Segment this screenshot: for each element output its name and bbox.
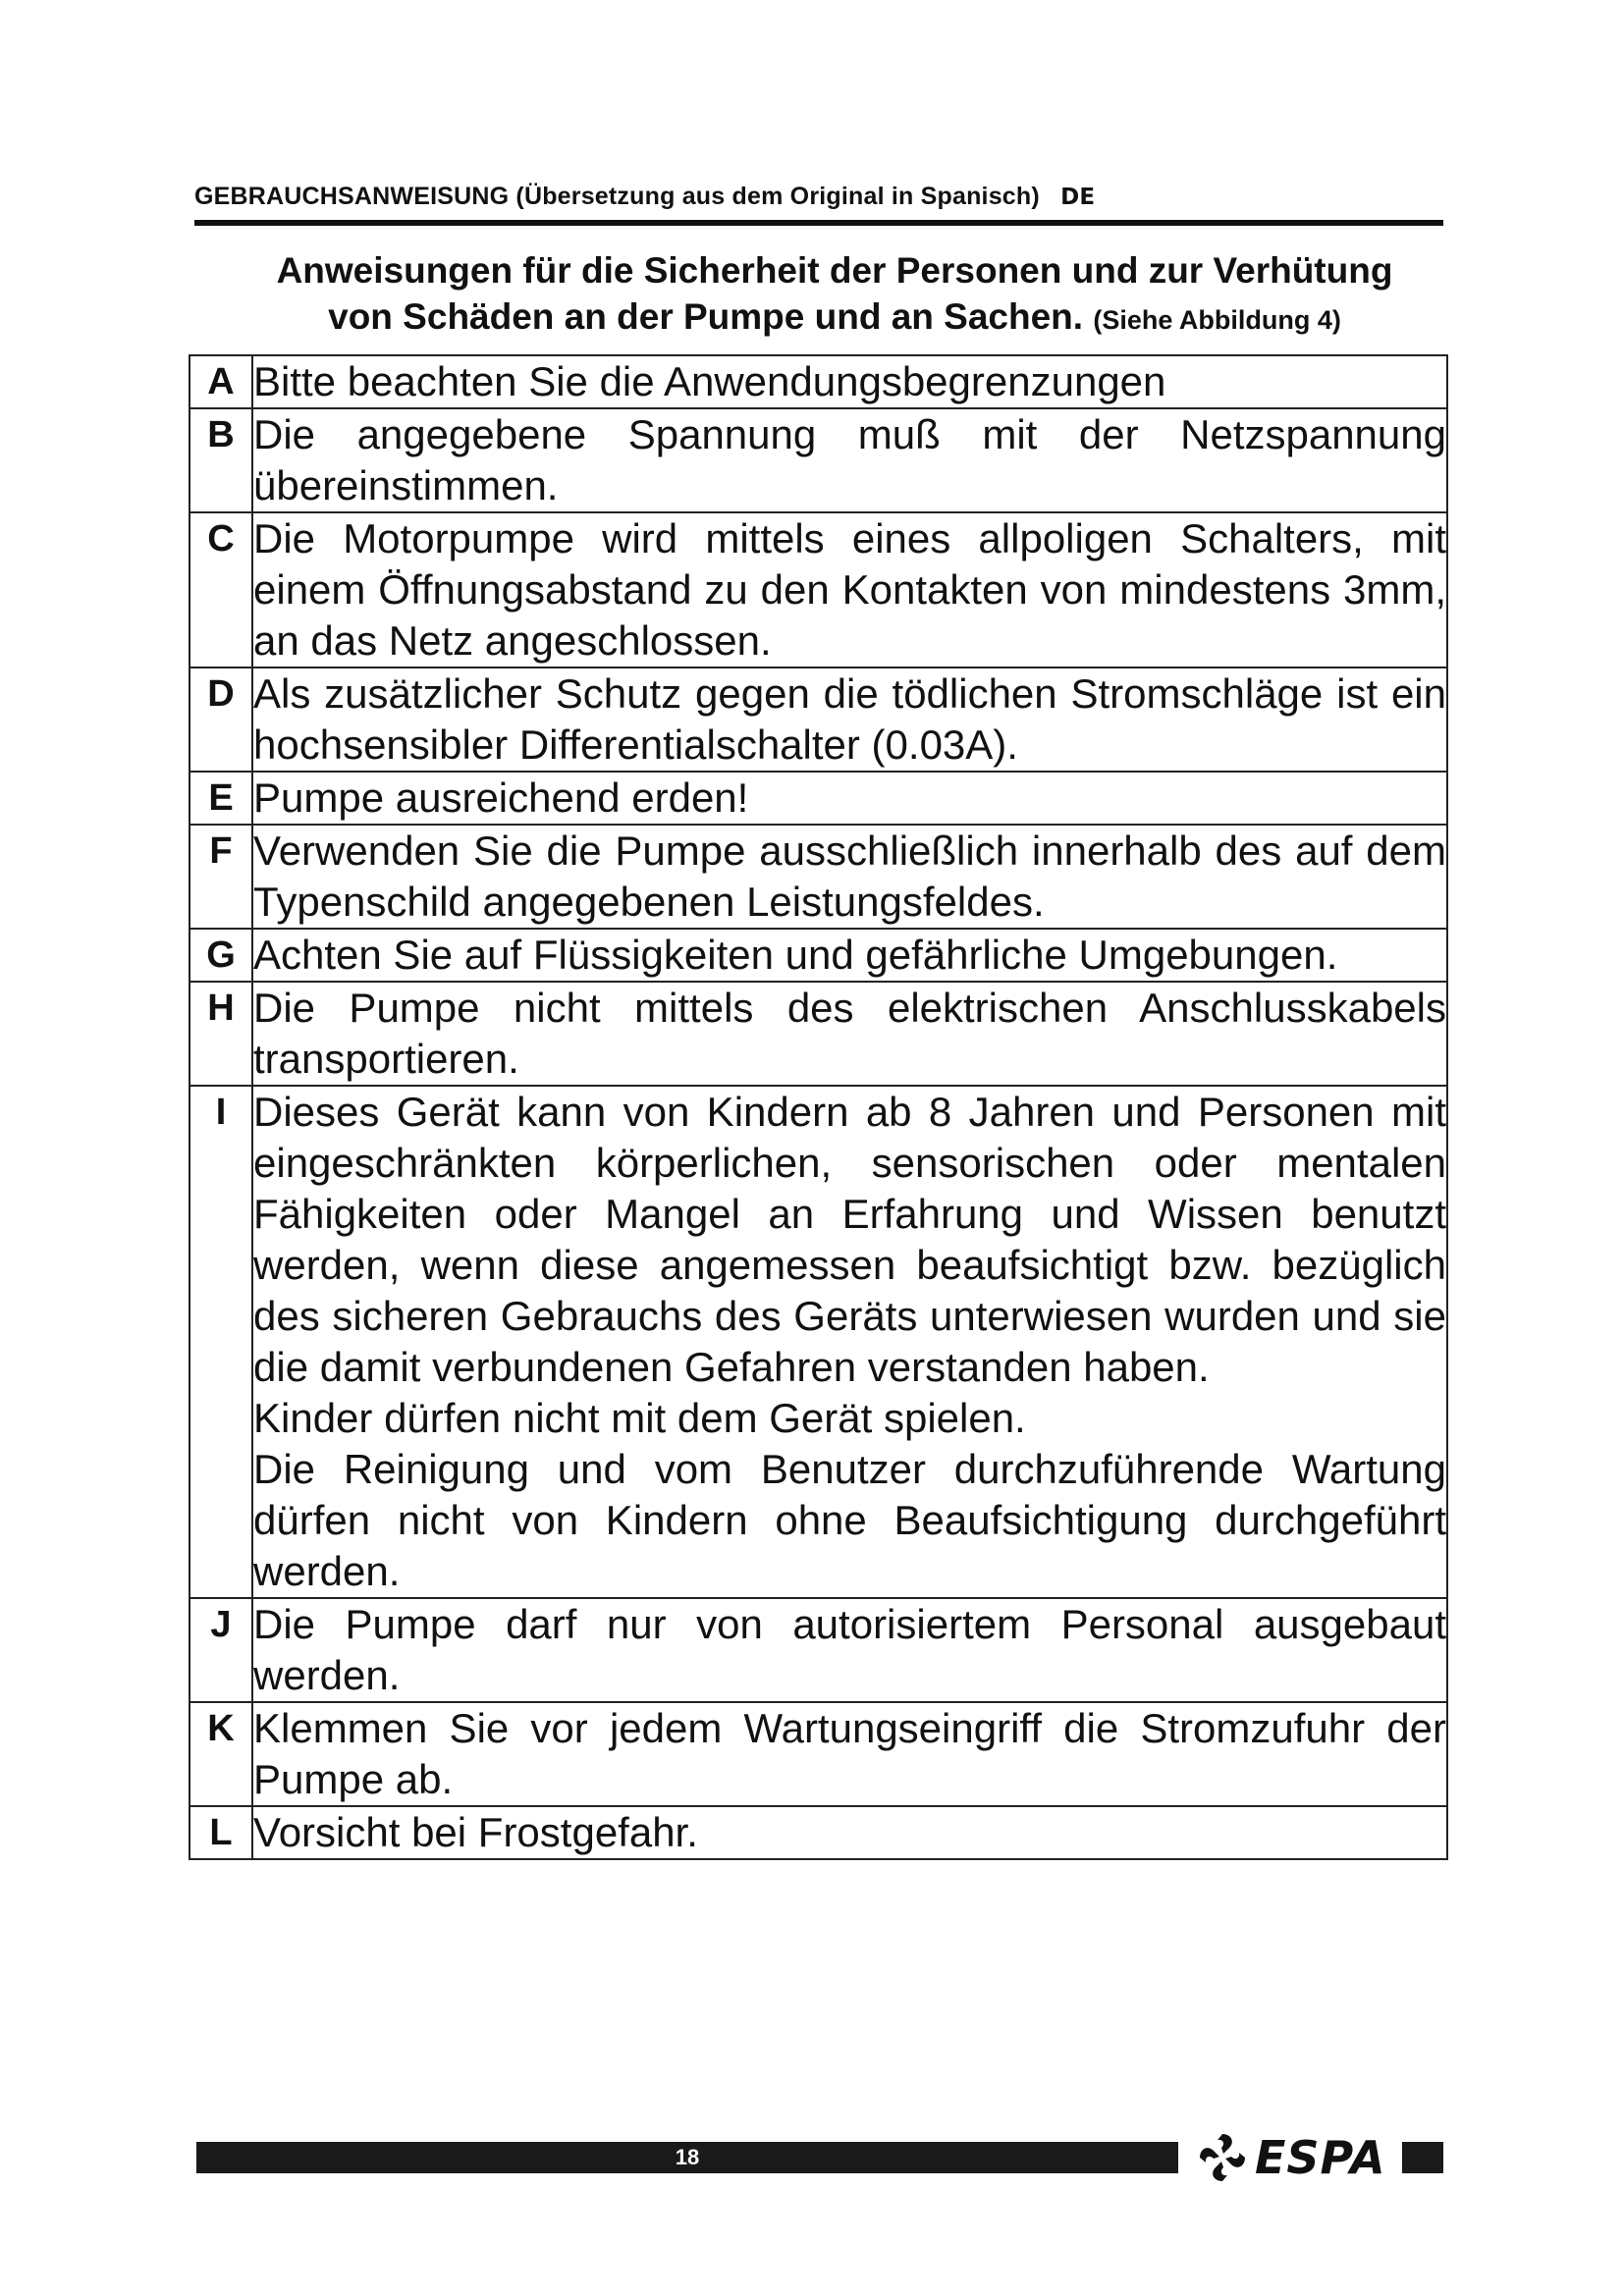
language-code: DE [1060, 185, 1096, 210]
rule-paragraph: Die Pumpe nicht mittels des elektrischen Anschlusskabels transportieren. [253, 985, 1446, 1082]
rule-row [189, 1086, 1447, 1598]
footer-square [1402, 2142, 1443, 2173]
rule-row [189, 1702, 1447, 1806]
section-title-line2: von Schäden an der Pumpe und an Sachen. [328, 296, 1084, 337]
rule-letter: C [189, 512, 252, 667]
rule-paragraph: Achten Sie auf Flüssigkeiten und gefährliche Umgebungen. [253, 932, 1338, 978]
document-header [194, 183, 1443, 211]
espa-logo [1196, 2128, 1386, 2187]
rule-paragraph: Klemmen Sie vor jedem Wartungseingriff die Stromzufuhr der Pumpe ab. [253, 1705, 1446, 1802]
page-number: 18 [675, 2145, 700, 2169]
rule-text [252, 772, 1447, 825]
rule-row [189, 929, 1447, 982]
rule-row [189, 667, 1447, 772]
brand-name: ESPA [1255, 2131, 1386, 2184]
rule-paragraph: Die Pumpe darf nur von autorisiertem Personal ausgebaut werden. [253, 1601, 1446, 1698]
rule-text [252, 825, 1447, 929]
header-rule [194, 220, 1443, 226]
rule-text [252, 982, 1447, 1086]
rule-text [252, 512, 1447, 667]
rule-letter: B [189, 408, 252, 512]
rule-text [252, 408, 1447, 512]
rule-paragraph: Bitte beachten Sie die Anwendungsbegrenzungen [253, 358, 1166, 404]
rule-row [189, 512, 1447, 667]
rule-text [252, 1702, 1447, 1806]
rule-text [252, 667, 1447, 772]
rule-paragraph: Verwenden Sie die Pumpe ausschließlich innerhalb des auf dem Typenschild angegebenen Leistungsfeldes. [253, 828, 1446, 925]
rule-row [189, 982, 1447, 1086]
header-title: GEBRAUCHSANWEISUNG (Übersetzung aus dem Original in Spanisch) [194, 183, 1040, 210]
rule-letter: J [189, 1598, 252, 1702]
safety-rules-table [189, 354, 1448, 1860]
rule-paragraph: Vorsicht bei Frostgefahr. [253, 1809, 698, 1855]
rule-text [252, 1806, 1447, 1859]
rule-paragraph: Pumpe ausreichend erden! [253, 774, 749, 821]
section-title-line1: Anweisungen für die Sicherheit der Personen und zur Verhütung [276, 250, 1393, 291]
figure-reference: (Siehe Abbildung 4) [1093, 305, 1341, 335]
rule-paragraph: Die Motorpumpe wird mittels eines allpoligen Schalters, mit einem Öffnungsabstand zu den Kontakten von mindestens 3mm, an das Netz angeschlossen. [253, 515, 1446, 664]
rule-paragraph: Die angegebene Spannung muß mit der Netzspannung übereinstimmen. [253, 411, 1446, 508]
rule-text [252, 929, 1447, 982]
rule-row [189, 355, 1447, 408]
espa-pump-logo-icon [1196, 2130, 1249, 2185]
rule-paragraph: Dieses Gerät kann von Kindern ab 8 Jahren und Personen mit eingeschränkten körperlichen, sensorischen oder mentalen Fähigkeiten oder Mangel an Erfahrung und Wissen benutzt werden, wenn diese angemessen beaufsichtigt bzw. bezüglich des sicheren Gebrauchs des Geräts unterwiesen wurden und sie die damit verbundenen Gefahren verstanden haben. [253, 1089, 1446, 1390]
rule-row [189, 1598, 1447, 1702]
rule-letter: A [189, 355, 252, 408]
rule-letter: L [189, 1806, 252, 1859]
rule-letter: K [189, 1702, 252, 1806]
rule-text [252, 355, 1447, 408]
rule-letter: F [189, 825, 252, 929]
rule-paragraph: Als zusätzlicher Schutz gegen die tödlichen Stromschläge ist ein hochsensibler Differentialschalter (0.03A). [253, 670, 1446, 768]
footer-bar [196, 2142, 1178, 2173]
rule-letter: D [189, 667, 252, 772]
rule-letter: H [189, 982, 252, 1086]
rule-row [189, 408, 1447, 512]
rule-paragraph: Die Reinigung und vom Benutzer durchzuführende Wartung dürfen nicht von Kindern ohne Beaufsichtigung durchgeführt werden. [253, 1446, 1446, 1594]
rule-letter: I [189, 1086, 252, 1598]
rule-letter: G [189, 929, 252, 982]
rule-paragraph: Kinder dürfen nicht mit dem Gerät spielen. [253, 1395, 1026, 1441]
rule-letter: E [189, 772, 252, 825]
rule-row [189, 772, 1447, 825]
rule-text [252, 1598, 1447, 1702]
rule-row [189, 825, 1447, 929]
rule-text [252, 1086, 1447, 1598]
section-title [157, 247, 1512, 344]
rule-row [189, 1806, 1447, 1859]
